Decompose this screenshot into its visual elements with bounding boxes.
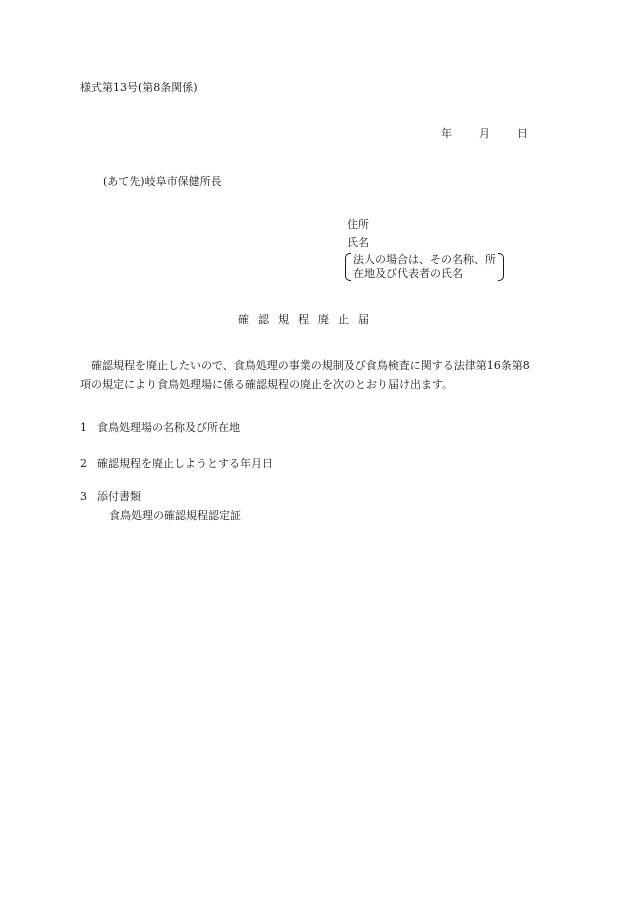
name-label: 氏名	[347, 236, 369, 249]
body-line-1: 確認規程を廃止したいので、食鳥処理の事業の規制及び食鳥検査に関する法律第16条第8	[91, 359, 530, 372]
date-day-label: 日	[517, 127, 528, 140]
applicant-block	[347, 218, 369, 254]
date-line	[441, 127, 528, 140]
body-paragraph	[80, 356, 550, 394]
item-number: 1	[80, 421, 87, 434]
body-line-2: 項の規定により食鳥処理場に係る確認規程の廃止を次のとおり届け出ます。	[80, 378, 454, 391]
item-number: 2	[80, 457, 87, 470]
form-number: 様式第13号(第8条関係)	[80, 81, 198, 94]
addressee: (あて先)岐阜市保健所長	[103, 175, 222, 188]
item-number: 3	[80, 490, 87, 503]
item-text: 食鳥処理場の名称及び所在地	[97, 421, 240, 434]
corp-note-line-2: 在地及び代表者の氏名	[353, 267, 463, 280]
item-text: 添付書類	[97, 490, 141, 503]
date-month-label: 月	[479, 127, 490, 140]
date-year-label: 年	[441, 127, 452, 140]
address-label: 住所	[347, 218, 369, 231]
document-title: 確認規程廃止届	[238, 313, 378, 326]
item-text: 確認規程を廃止しようとする年月日	[97, 457, 273, 470]
list-item	[80, 457, 273, 470]
corp-note-line-1: 法人の場合は、その名称、所	[353, 253, 496, 266]
corporation-note	[345, 253, 504, 281]
right-bracket	[498, 253, 504, 281]
list-item	[80, 421, 240, 434]
list-item	[80, 490, 141, 503]
attachment-item: 食鳥処理の確認規程認定証	[109, 509, 241, 522]
